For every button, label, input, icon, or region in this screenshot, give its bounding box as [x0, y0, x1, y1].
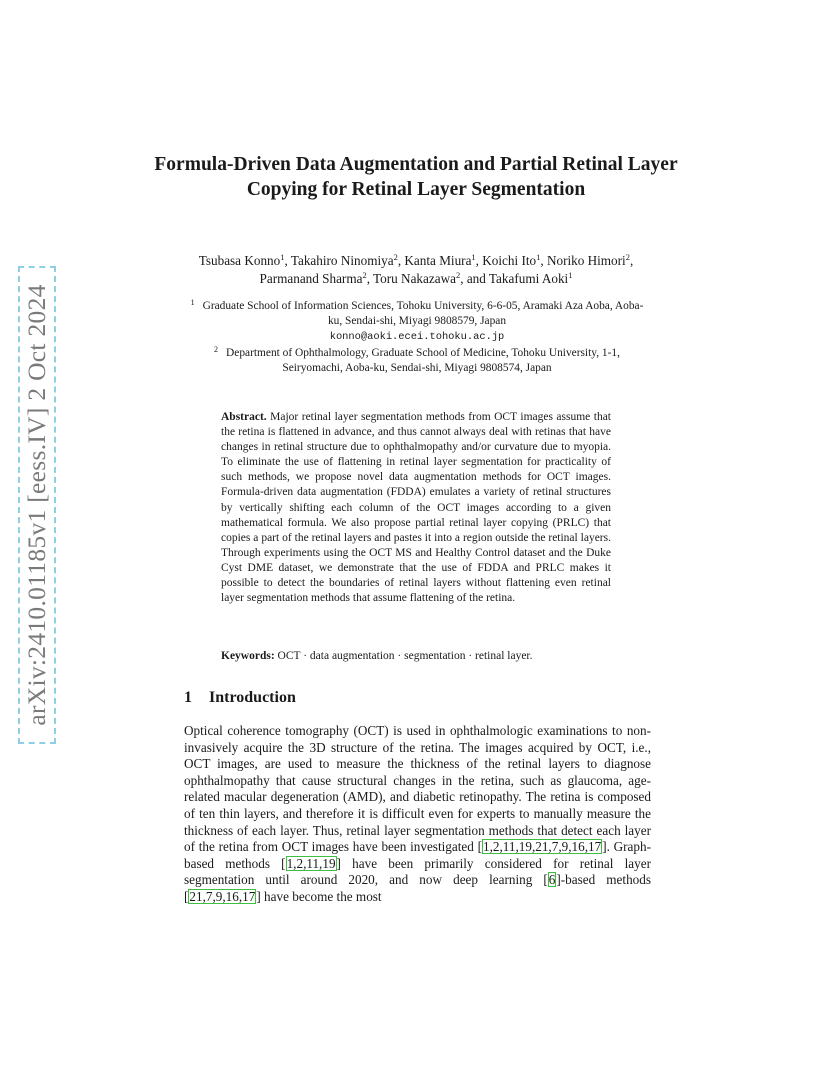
author-separator: ,	[629, 253, 634, 268]
author-name: Koichi Ito	[482, 253, 537, 268]
body-text: ]. Graph-based methods [	[184, 839, 651, 871]
author-separator: ,	[475, 253, 483, 268]
keywords-label: Keywords:	[221, 650, 275, 662]
keywords-text: OCT · data augmentation · segmentation · retinal layer.	[277, 650, 533, 662]
arxiv-stamp-text: arXiv:2410.01185v1 [eess.IV] 2 Oct 2024	[22, 284, 51, 726]
section-heading	[184, 689, 296, 707]
author-affiliation-mark: 1	[568, 269, 573, 280]
section-title: Introduction	[209, 689, 296, 706]
affiliation-2	[184, 346, 650, 376]
author-affiliation-mark: 2	[393, 252, 398, 262]
author-name: Takahiro Ninomiya	[290, 253, 394, 268]
citation-link[interactable]: 1,2,11,19,21,7,9,16,17	[482, 839, 602, 855]
author-affiliation-mark: 1	[536, 252, 541, 262]
author	[489, 271, 573, 286]
author	[199, 253, 285, 268]
paper-title: Formula-Driven Data Augmentation and Partial Retinal Layer Copying for Retinal Layer Segmentation	[154, 154, 678, 200]
affiliation-text: Graduate School of Information Sciences, Tohoku University, 6-6-05, Aramaki Aza Aoba, Aoba-ku, Sendai-shi, Miyagi 9808579, Japan	[202, 300, 644, 328]
section-number: 1	[184, 689, 192, 706]
affiliations	[184, 299, 650, 376]
author	[260, 271, 367, 286]
author-name: Toru Nakazawa	[373, 270, 456, 286]
body-text: ] have been primarily considered for retinal layer segmentation until around 2020, and now deep learning [	[184, 855, 651, 888]
author-list	[180, 252, 652, 287]
author-separator: ,	[540, 253, 547, 268]
author	[373, 271, 460, 286]
affiliation-1	[184, 299, 650, 329]
author-affiliation-mark: 1	[471, 252, 476, 262]
author-separator: ,	[366, 270, 374, 286]
abstract-text: Major retinal layer segmentation methods from OCT images assume that the retina is flattened in advance, and thus cannot always deal with retinas that have changes in retinal structure due to ophthalmopathy and/or curvature due to myopia. To eliminate the use of flattening in retinal layer segmentation for practicality of such methods, we propose novel data augmentation methods for OCT images. Formula-driven data augmentation (FDDA) emulates a variety of retinal structures by vertically shifting each column of the OCT images according to a given mathematical formula. We also propose partial retinal layer copying (PRLC) that copies a part of the retinal layers and pastes it into a region outside the retinal layers. Through experiments using the OCT MS and Healthy Control dataset and the Duke Cyst DME dataset, we demonstrate that the use of FDDA and PRLC makes it possible to detect the boundaries of retinal layers without flattening even retinal layer segmentation methods that assume flattening of the retina.	[221, 411, 611, 605]
body-text: ] have become the most	[256, 888, 382, 904]
author-name: Noriko Himori	[546, 253, 626, 268]
affiliation-number: 1	[190, 298, 195, 307]
author	[547, 253, 630, 268]
keywords	[221, 649, 611, 664]
author-name: Tsubasa Konno	[198, 253, 281, 268]
citation-link[interactable]: 1,2,11,19	[286, 855, 336, 871]
email-address[interactable]: konno@aoki.ecei.tohoku.ac.jp	[329, 331, 505, 344]
author-affiliation-mark: 2	[362, 269, 367, 280]
author-affiliation-mark: 2	[455, 269, 461, 280]
affiliation-text: Department of Ophthalmology, Graduate School of Medicine, Tohoku University, 1-1, Seiryomachi, Aoba-ku, Sendai-shi, Miyagi 9808574, Japan	[226, 346, 620, 374]
body-text: Optical coherence tomography (OCT) is used in ophthalmologic examinations to non-invasively acquire the 3D structure of the retina. The images acquired by OCT, i.e., OCT images, are used to measure the thickness of the retinal layers to diagnose ophthalmopathy that cause structural changes in the retina, such as glaucoma, age-related macular degeneration (AMD), and diabetic retinopathy. The retina is composed of ten thin layers, and therefore it is difficult even for experts to manually measure the thickness of each layer. Thus, retinal layer segmentation methods that detect each layer of the retina from OCT images have been investigated [	[184, 723, 651, 855]
affiliation-number: 2	[214, 344, 219, 354]
citation-link[interactable]: 6	[548, 872, 556, 888]
citation-link[interactable]: 21,7,9,16,17	[189, 888, 256, 904]
author-affiliation-mark: 2	[625, 252, 630, 262]
author-affiliation-mark: 1	[280, 252, 285, 262]
author-separator: , and	[460, 270, 489, 286]
author-separator: ,	[397, 253, 405, 268]
author-name: Kanta Miura	[404, 253, 472, 268]
abstract-label: Abstract.	[221, 411, 267, 423]
body-text: ]-based methods [	[184, 872, 651, 904]
intro-paragraph	[184, 723, 651, 906]
author-name: Parmanand Sharma	[259, 270, 363, 286]
author	[404, 253, 475, 268]
author	[482, 253, 540, 268]
arxiv-stamp	[18, 266, 56, 744]
abstract	[221, 410, 611, 606]
contact-email[interactable]	[184, 329, 650, 345]
author-name: Takafumi Aoki	[488, 270, 569, 286]
author-separator: ,	[284, 253, 291, 268]
author	[291, 253, 398, 268]
